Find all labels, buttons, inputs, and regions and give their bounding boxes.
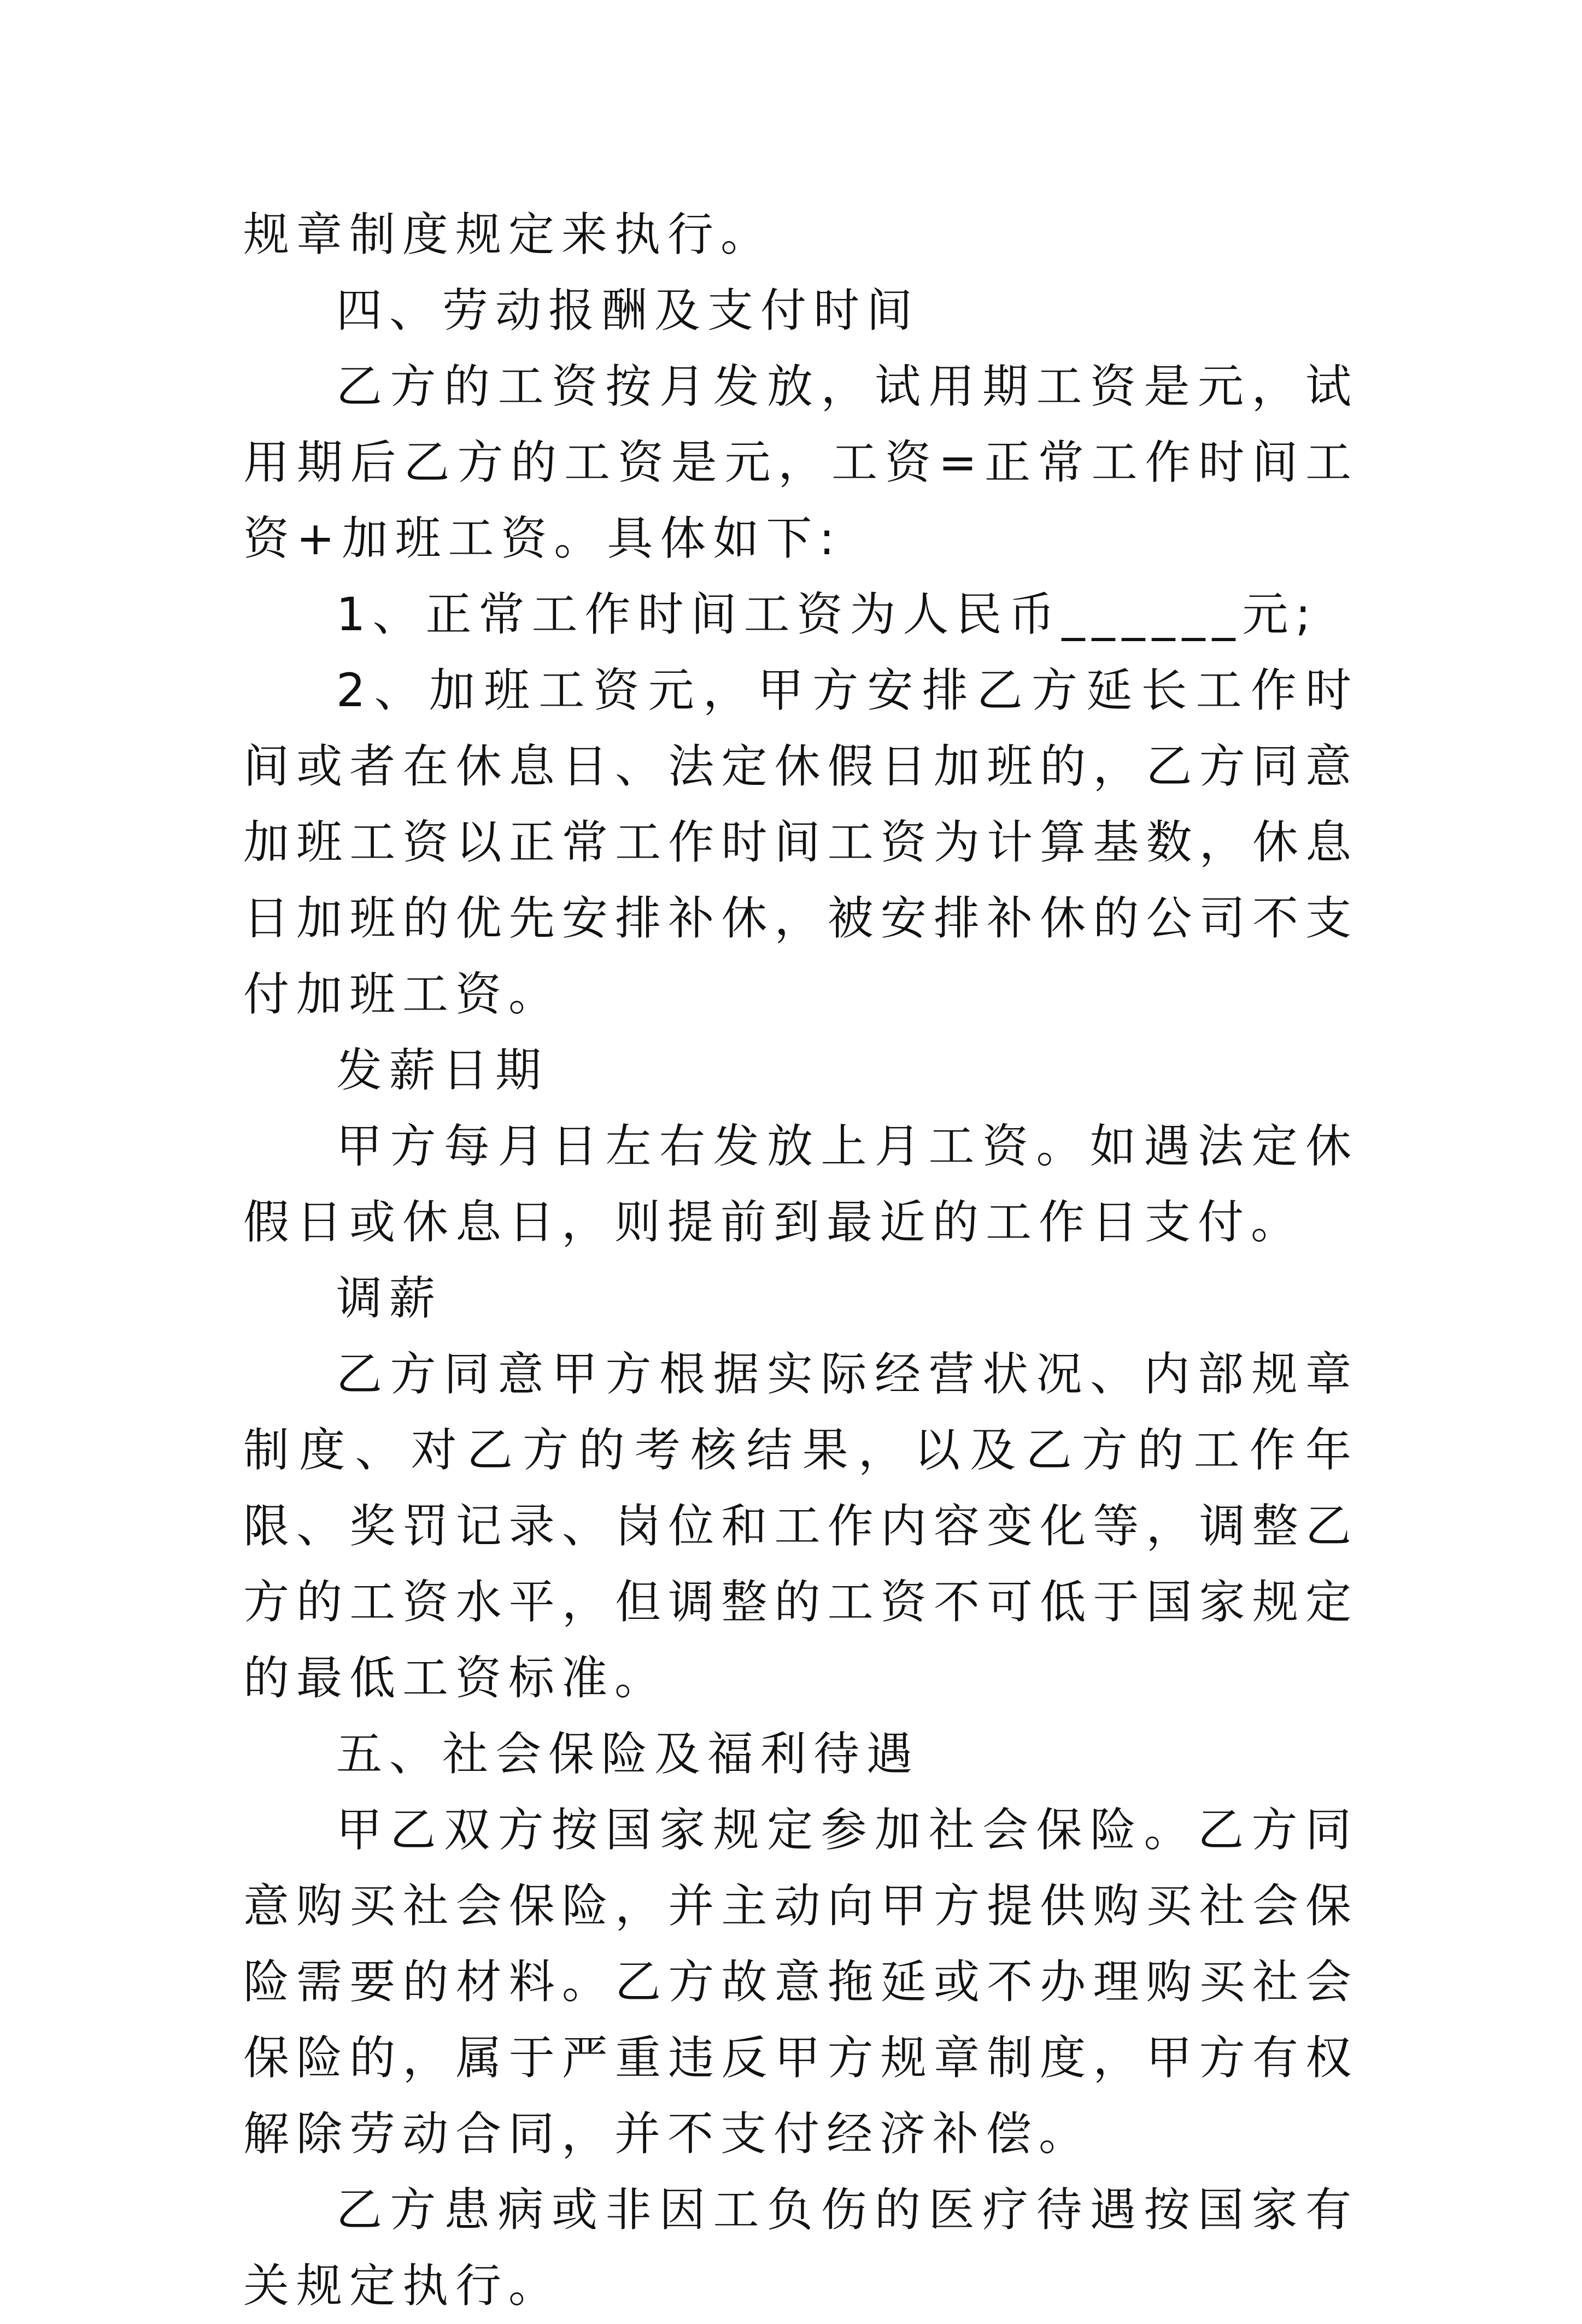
paragraph-5: 2、加班工资元，甲方安排乙方延长工作时间或者在休息日、法定休假日加班的，乙方同意加班工资以正常工作时间工资为计算基数，休息日加班的优先安排补休，被安排补休的公司不支付加班工资。 <box>243 664 1358 1021</box>
section-heading-5: 五、社会保险及福利待遇 <box>336 1727 920 1781</box>
paragraph-11: 甲乙双方按国家规定参加社会保险。乙方同意购买社会保险，并主动向甲方提供购买社会保险需要的材料。乙方故意拖延或不办理购买社会保险的，属于严重违反甲方规章制度，甲方有权解除劳动合同，并不支付经济补偿。 <box>243 1803 1358 2161</box>
paragraph-3: 乙方的工资按月发放，试用期工资是元，试用期后乙方的工资是元，工资=正常工作时间工资+加班工资。具体如下: <box>243 360 1358 565</box>
subheading-payday: 发薪日期 <box>336 1043 549 1097</box>
paragraph-7: 甲方每月日左右发放上月工资。如遇法定休假日或休息日，则提前到最近的工作日支付。 <box>243 1119 1358 1249</box>
paragraph-4: 1、正常工作时间工资为人民币______元; <box>336 588 1318 641</box>
paragraph-12: 乙方患病或非因工负伤的医疗待遇按国家有关规定执行。 <box>243 2183 1358 2313</box>
paragraph-1: 规章制度规定来执行。 <box>243 208 774 261</box>
document-page <box>243 197 1358 2324</box>
section-heading-4: 四、劳动报酬及支付时间 <box>336 284 920 337</box>
paragraph-9: 乙方同意甲方根据实际经营状况、内部规章制度、对乙方的考核结果，以及乙方的工作年限、奖罚记录、岗位和工作内容变化等，调整乙方的工资水平，但调整的工资不可低于国家规定的最低工资标准。 <box>243 1347 1358 1705</box>
subheading-salary-adjustment: 调薪 <box>336 1271 443 1325</box>
